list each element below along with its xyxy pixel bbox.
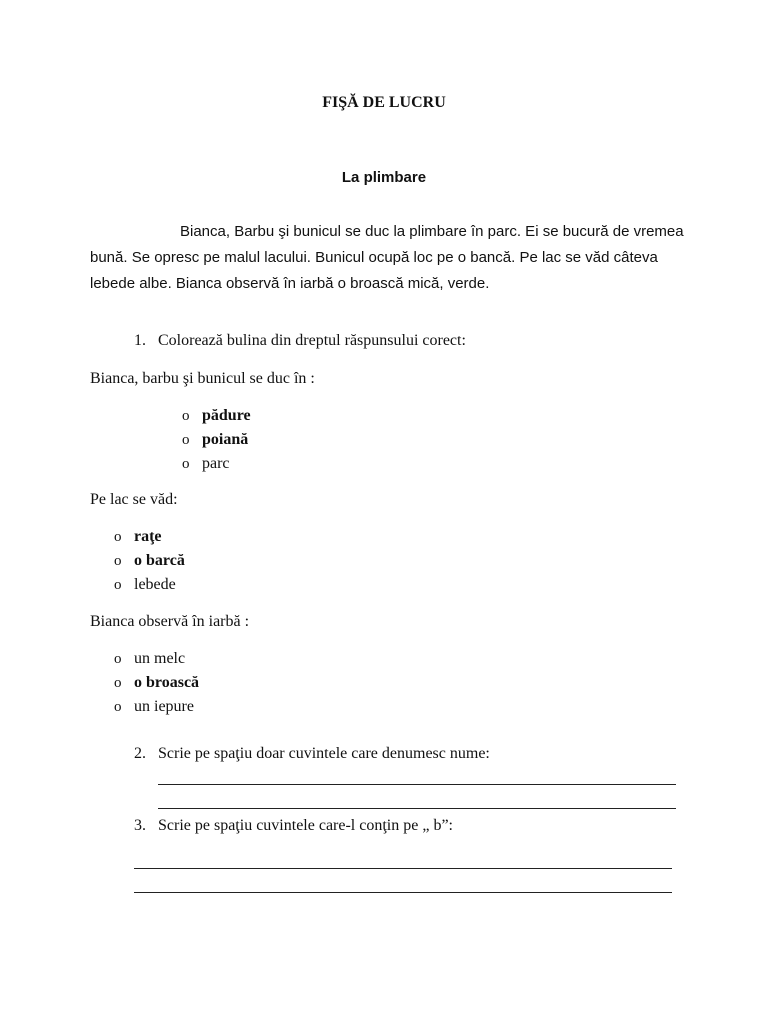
circle-bullet-icon[interactable]: o (114, 529, 122, 545)
answer-option[interactable] (114, 576, 176, 594)
answer-option[interactable] (114, 698, 194, 716)
answer-line-3a[interactable] (134, 868, 672, 869)
option-label: lebede (134, 576, 176, 593)
story-paragraph: Bianca, Barbu şi bunicul se duc la plimbare în parc. Ei se bucură de vremea bună. Se opresc pe malul lacului. Bunicul ocupă loc pe o bancă. Pe lac se văd câteva lebede albe. Bianca observă în iarbă o broască mică, verde. (90, 223, 684, 292)
circle-bullet-icon[interactable]: o (114, 699, 122, 715)
circle-bullet-icon[interactable]: o (114, 675, 122, 691)
answer-line-2b[interactable] (158, 808, 676, 809)
exercise-1-number: 1. (134, 332, 146, 349)
question-3-prompt: Bianca observă în iarbă : (90, 613, 250, 630)
answer-option[interactable] (114, 552, 185, 570)
circle-bullet-icon[interactable]: o (114, 577, 122, 593)
option-label: parc (202, 455, 230, 472)
exercise-2-instruction: Scrie pe spaţiu doar cuvintele care denumesc nume: (158, 745, 490, 762)
exercise-2-number: 2. (134, 745, 146, 762)
option-label: poiană (202, 431, 249, 448)
answer-option[interactable] (182, 431, 248, 449)
option-label: un iepure (134, 698, 194, 715)
option-label: raţe (134, 528, 162, 545)
exercise-3-instruction: Scrie pe spaţiu cuvintele care-l conţin pe „ b”: (158, 817, 453, 834)
circle-bullet-icon[interactable]: o (182, 408, 190, 424)
answer-option[interactable] (182, 455, 230, 473)
answer-option[interactable] (114, 650, 185, 668)
circle-bullet-icon[interactable]: o (114, 553, 122, 569)
circle-bullet-icon[interactable]: o (114, 651, 122, 667)
exercise-1-instruction: Colorează bulina din dreptul răspunsului corect: (158, 332, 466, 349)
exercise-3-number: 3. (134, 817, 146, 834)
option-label: o broască (134, 674, 200, 691)
answer-option[interactable] (114, 528, 162, 546)
question-2-prompt: Pe lac se văd: (90, 491, 178, 508)
answer-line-2a[interactable] (158, 784, 676, 785)
option-label: o barcă (134, 552, 185, 569)
option-label: pădure (202, 407, 251, 424)
story-title: La plimbare (341, 169, 427, 186)
page-title: FIŞĂ DE LUCRU (322, 94, 446, 111)
answer-line-3b[interactable] (134, 892, 672, 893)
question-1-prompt: Bianca, barbu şi bunicul se duc în : (90, 370, 315, 387)
circle-bullet-icon[interactable]: o (182, 432, 190, 448)
answer-option[interactable] (114, 674, 199, 692)
answer-option[interactable] (182, 407, 251, 425)
circle-bullet-icon[interactable]: o (182, 456, 190, 472)
option-label: un melc (134, 650, 186, 667)
